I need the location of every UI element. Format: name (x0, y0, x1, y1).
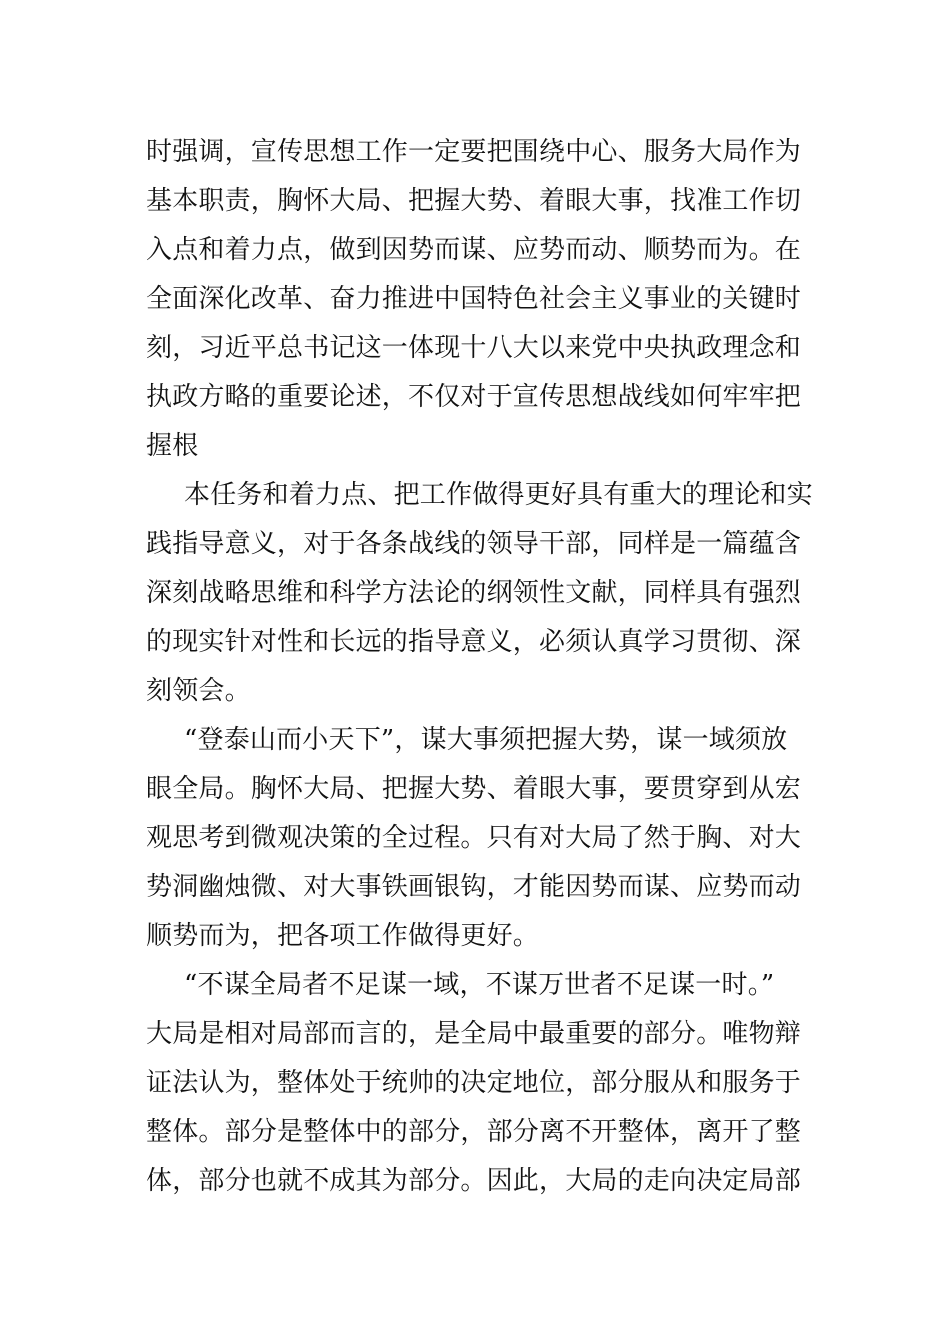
text-line: 时强调，宣传思想工作一定要把围绕中心、服务大局作为 (146, 137, 802, 167)
paragraph-start-line: “不谋全局者不足谋一域，不谋万世者不足谋一时。” (184, 970, 775, 1000)
text-line: 握根 (146, 431, 199, 461)
text-line: 整体。部分是整体中的部分，部分离不开整体，离开了整 (146, 1117, 802, 1147)
text-line: 刻，习近平总书记这一体现十八大以来党中央执政理念和 (146, 333, 802, 363)
text-line: 刻领会。 (146, 676, 251, 706)
document-body (146, 128, 816, 1206)
text-line: 证法认为，整体处于统帅的决定地位，部分服从和服务于 (146, 1068, 802, 1098)
text-line: 深刻战略思维和科学方法论的纲领性文献，同样具有强烈 (146, 578, 802, 608)
text-line: 顺势而为，把各项工作做得更好。 (146, 921, 540, 951)
text-line: 眼全局。胸怀大局、把握大势、着眼大事，要贯穿到从宏 (146, 774, 802, 804)
paragraph-start-line: 本任务和着力点、把工作做得更好具有重大的理论和实 (184, 480, 813, 510)
text-line: 观思考到微观决策的全过程。只有对大局了然于胸、对大 (146, 823, 802, 853)
text-line: 入点和着力点，做到因势而谋、应势而动、顺势而为。在 (146, 235, 802, 265)
text-line: 体，部分也就不成其为部分。因此，大局的走向决定局部 (146, 1166, 802, 1196)
text-line: 执政方略的重要论述，不仅对于宣传思想战线如何牢牢把 (146, 382, 802, 412)
text-line: 的现实针对性和长远的指导意义，必须认真学习贯彻、深 (146, 627, 802, 657)
text-line: 基本职责，胸怀大局、把握大势、着眼大事，找准工作切 (146, 186, 802, 216)
text-line: 势洞幽烛微、对大事铁画银钩，才能因势而谋、应势而动 (146, 872, 802, 902)
text-line: 全面深化改革、奋力推进中国特色社会主义事业的关键时 (146, 284, 802, 314)
text-line: 践指导意义，对于各条战线的领导干部，同样是一篇蕴含 (146, 529, 802, 559)
text-line: 大局是相对局部而言的，是全局中最重要的部分。唯物辩 (146, 1019, 802, 1049)
paragraph-start-line: “登泰山而小天下”，谋大事须把握大势，谋一域须放 (184, 725, 788, 755)
